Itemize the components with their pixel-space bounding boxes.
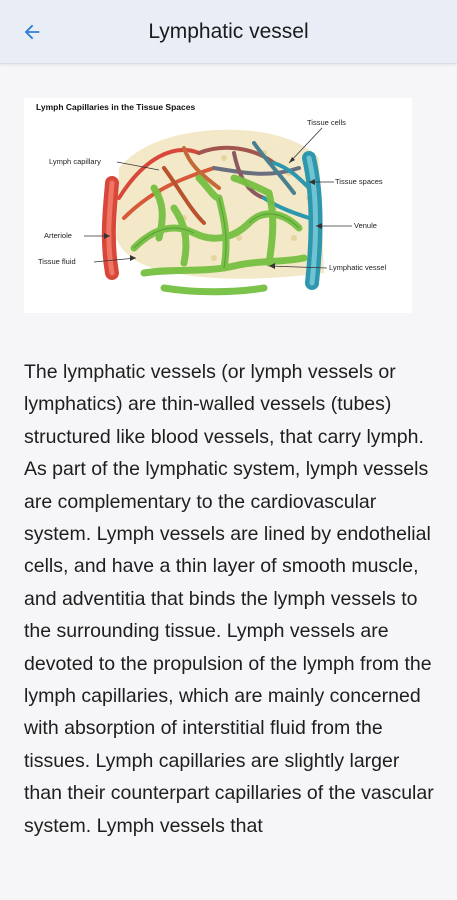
label-lymphatic-vessel: Lymphatic vessel bbox=[329, 263, 387, 272]
label-venule: Venule bbox=[354, 221, 377, 230]
illustration-title: Lymph Capillaries in the Tissue Spaces bbox=[36, 102, 196, 112]
lymph-capillaries-illustration bbox=[24, 98, 412, 313]
label-tissue-cells: Tissue cells bbox=[307, 118, 346, 127]
app-bar bbox=[0, 0, 457, 64]
label-lymph-capillary: Lymph capillary bbox=[49, 157, 101, 166]
article-body: The lymphatic vessels (or lymph vessels or lymphatics) are thin-walled vessels (tubes) structured like blood vessels, that carry lymph. As part of the lymphatic system, lymph vessels are complementary to the cardiovascular system. Lymph vessels are lined by endothelial cells, and have a thin layer of smooth muscle, and adventitia that binds the lymph vessels to the surrounding tissue. Lymph vessels are devoted to the propulsion of the lymph from the lymph capillaries, which are mainly concerned with absorption of interstitial fluid from the tissues. Lymph capillaries are slightly larger than their counterpart capillaries of the vascular system. Lymph vessels that bbox=[24, 361, 434, 837]
page-title: Lymphatic vessel bbox=[148, 20, 309, 43]
label-tissue-spaces: Tissue spaces bbox=[335, 177, 383, 186]
label-tissue-fluid: Tissue fluid bbox=[38, 257, 76, 266]
label-arteriole: Arteriole bbox=[44, 231, 72, 240]
lymph-capillaries-drawing bbox=[24, 98, 412, 313]
